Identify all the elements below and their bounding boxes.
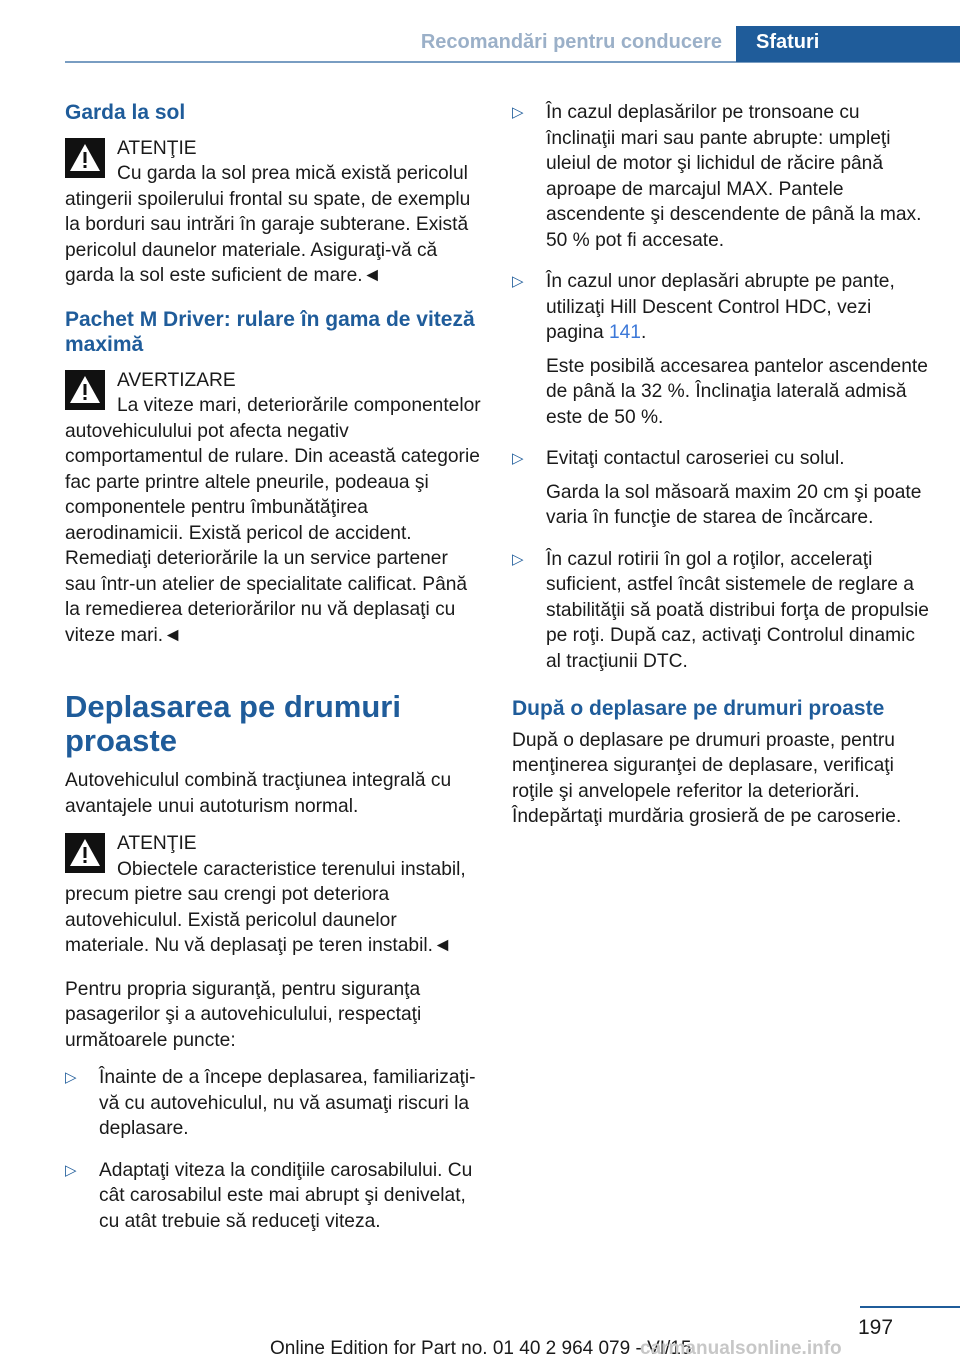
list-item-subtext: Este posibilă accesarea pantelor ascendente de până la 32 %. Înclinaţia laterală admisă este de 50 %. [546,355,928,428]
warning-triangle-icon [65,370,105,410]
warning-label: AVERTIZARE [117,369,236,391]
page-number: 197 [858,1316,894,1339]
list-item-text: Înainte de a începe deplasarea, familiarizaţi-vă cu autovehiculul, nu vă asumaţi riscuri la deplasare. [99,1067,476,1139]
list-item [512,547,930,675]
list-item-subtext: Garda la sol măsoară maxim 20 cm şi poate varia în funcţie de starea de încărcare. [546,481,922,528]
list-item-text [546,269,930,346]
warning-label: ATENŢIE [117,137,197,159]
triangle-right-bullet-icon: ▷ [512,550,524,568]
header-section-title: Recomandări pentru conducere [420,31,722,53]
list-item [512,269,930,430]
edition-note: Online Edition for Part no. 01 40 2 964 079 - VI/15 [270,1338,692,1359]
right-column [512,100,930,842]
list-item [512,100,930,253]
bullet-list-right [512,100,930,674]
triangle-right-bullet-icon: ▷ [512,104,524,121]
list-item-text-part: . [640,322,647,343]
chapter-heading-drumuri-proaste: Deplasarea pe drumuri proaste [65,689,401,758]
warning-text: Cu garda la sol prea mică există pericolul atingerii spoilerului frontal su spate, de exemplu la borduri sau intrări în garaje subterane. Există pericolul daunelor materiale. Asiguraţi-vă că garda la sol este suficient de mare.◄ [65,163,471,286]
triangle-right-bullet-icon: ▷ [512,450,524,467]
body-paragraph: După o deplasare pe drumuri proaste, pentru menţinerea siguranţei de deplasare, verificaţi roţile şi anvelopele referitor la deteriorări. Îndepărtaţi murdăria grosieră de pe caroserie. [512,729,902,827]
page-reference-link[interactable]: 141 [608,322,641,343]
body-paragraph: Pentru propria siguranţă, pentru siguranţa pasagerilor şi a autovehiculului, respectaţi următoarele puncte: [65,978,422,1051]
list-item-text: În cazul deplasărilor pe tronsoane cu înclinaţii mari sau pante abrupte: umpleţi uleiul de motor şi lichidul de răcire până aproape de marcajul MAX. Pantele ascendente şi descendente de până la max. 50 % pot fi accesate. [546,102,922,251]
intro-paragraph: Autovehiculul combină tracţiunea integrală cu avantajele unui autoturism normal. [65,770,452,817]
section-title-pachet-m-driver: Pachet M Driver: rulare în gama de viteză maximă [65,307,475,356]
left-column [65,100,481,1250]
list-item-text: În cazul rotirii în gol a roţilor, acceleraţi suficient, astfel încât sistemele de reglare a stabilităţii să poată distribui forţa de propulsie pe roţi. După caz, activaţi Controlul dinamic al tracţiunii DTC. [546,548,929,672]
warning-triangle-icon [65,833,105,873]
header-divider [65,61,960,63]
warning-label: ATENŢIE [117,833,197,854]
header-chapter-tab: Sfaturi [736,26,960,62]
triangle-right-bullet-icon: ▷ [65,1161,77,1179]
warning-text: Obiectele caracteristice terenului instabil, precum pietre sau crengi pot deteriora autovehiculul. Există pericolul daunelor materiale. Nu vă deplasaţi pe teren instabil.◄ [65,858,466,956]
list-item [65,1065,481,1142]
list-item [65,1158,481,1235]
list-item-text-part: În cazul unor deplasări abrupte pe pante, utilizaţi Hill Descent Control HDC, vezi pagina [546,271,895,343]
list-item-text: Adaptaţi viteza la condiţiile carosabilului. Cu cât carosabilul este mai abrupt şi denivelat, cu atât trebuie să reduceţi viteza. [99,1159,473,1232]
warning-box-teren [65,831,481,959]
warning-box-viteza [65,368,481,649]
footer-divider [860,1306,960,1308]
warning-box-garda [65,136,481,289]
triangle-right-bullet-icon: ▷ [512,273,524,290]
warning-text: La viteze mari, deteriorările componentelor autovehiculului pot afecta negativ comportamentul de rulare. Din această categorie fac parte printre altele pneurile, podeaua şi componentele pentru îmbunătăţirea aerodinamicii. Există pericol de accident. Remediaţi deteriorările la un service partener sau într-un atelier de specialitate calificat. Până la remedierea deteriorărilor nu vă deplasaţi cu viteze mari.◄ [65,395,481,646]
watermark: carmanualsonline.info [640,1338,842,1359]
section-title-garda-la-sol: Garda la sol [65,101,186,124]
list-item [512,446,930,531]
warning-triangle-icon [65,138,105,178]
list-item-text: Evitaţi contactul caroseriei cu solul. [546,448,845,469]
bullet-list-left [65,1065,481,1234]
triangle-right-bullet-icon: ▷ [65,1069,77,1086]
section-title-dupa-deplasare: După o deplasare pe drumuri proaste [512,697,885,720]
